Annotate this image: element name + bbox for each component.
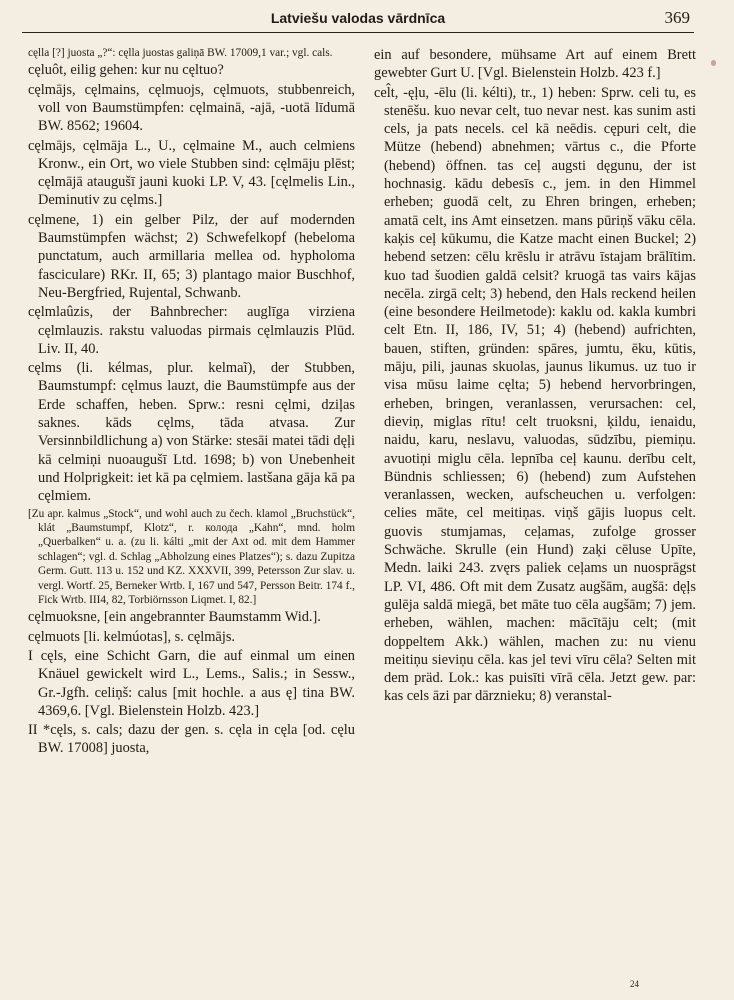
dictionary-entry: cęlla [?] juosta „?“: cęlla juostas galiņā BW. 17009,1 var.; vgl. cals. bbox=[28, 47, 333, 59]
dictionary-entry: cel̂t, -ęļu, -ēlu (li. kélti), tr., 1) heben: Sprw. celi tu, es stenēšu. kuo nevar celt, tuo nevar nest. kas sunim asti cels, ja pats necels. cel kā neēdis. cępuri celt, die Mütze (hebend) abnehmen; vārtus c., die Pforte (hebend) öffnen. tas ceļ augsti dęgunu, der ist hochnasig. kādu debesīs c., jem. in den Himmel erheben; guodā celt, zu Ehren bringen, erheben; amatā celt, ins Amt einsetzen. mans pūriņš vāku cēla. kaķis ceļ kūkumu, die Katze macht einen Buckel; 2) hebend setzen: cēlu krēslu ir atrāvu īstajam brālītim. kuo tad šuodien galdā celsit? kruogā tas vairs kājas necēla. zirgā celt; 3) hebend, den Hals reckend heilen (eine besondere Heilmetode): kaklu od. kakla kumbri celt Etn. II, 186, IV, 51; 4) (hebend) aufrichten, bauen, stiften, gründen: spāres, jumtu, ēku, kūtis, māju, pili, jaunas skuolas, jaunus likumus. uz tuo ir visa mūsu laime cęlta; 5) hebend hervorbringen, erheben, bringen, veranlassen, verursachen: cel, dieviņ, miglas rītu! celt truoksni, ķildu, ienaidu, naidu, karu, neslavu, valuodas, sūdzību, piemiņu. avuotiņi miglu cēla. lepnība ceļ kaunu. derību celt, Bündnis schliessen; 6) (hebend) zum Aufstehen veranlassen, wecken, aufscheuchen u. verfolgen: celies māte, cel meitiņas. viņš gājis luopus celt. guovis stumjamas, ceļamas, zufolge grosser Schwäche. Skrulle (ein Hund) zaķi cēluse Upīte, Medn. laiki 243. zvęrs paliek ceļams un nuosprāgst LP. VI, 486. Oft mit dem Zusatz augšām, augšā: dęļs gulēja saldā miegā, bet māte tuo cēla augšām; 7) jem. erheben, wählen, machen: mācītāju celt; (mit doppeltem Akk.) wählen, machen zu: nu vienu meitiņu sieviņu cēla. kas jel tevi vīru cēla? Selten mit dem präd. Lok.: kas puisīti vīrā cēla. Jetzt gew. par: kas cels āzi par dārznieku; 8) veranstal- bbox=[374, 84, 696, 705]
dictionary-entry: cęlmuoksne, [ein angebrannter Baumstamm Wid.]. bbox=[28, 609, 321, 626]
dictionary-entry: cęlmene, 1) ein gelber Pilz, der auf modernden Baumstümpfen wächst; 2) Schwefelkopf (hebeloma punctatum, auch armillaria mellea od. hypholoma fasciculare) RKr. II, 65; 3) plantago maior Buschhof, Neu-Bergfried, Rujental, Schwanb. bbox=[28, 211, 355, 301]
dictionary-entry: cęlms (li. kélmas, plur. kelmaĩ), der Stubben, Baumstumpf: cęlmus lauzt, die Baumstümpfe aus der Erde schaffen, heben. Sprw.: resni cęlmi, dziļas saknes. kāds cęlms, tāda atvasa. Zur Versinnbildlichung a) von Stärke: stesāi matei tādi dęļi kā celmiņi nuoaugušī Ltd. 1698; b) von Unebenheit und Holprigkeit: iet kā pa cęlmiem. lastšana gāja kā pa cęlmiem. bbox=[28, 360, 355, 505]
dictionary-entry: cęlmājs, cęlmāja L., U., cęlmaine M., auch celmiens Kronw., ein Ort, wo viele Stubben sind: cęlmāju plēst; cęlmājā ataugušī jauni kuoki LP. V, 43. [cęlmelis Lin., Deminutiv zu cęlms.] bbox=[28, 137, 355, 209]
left-column bbox=[28, 46, 355, 981]
dictionary-entry: cęlmuots [li. kelmúotas], s. cęlmājs. bbox=[28, 628, 236, 645]
dictionary-entry: cęluôt, eilig gehen: kur nu cęltuo? bbox=[28, 62, 224, 79]
dictionary-entry: cęlmājs, cęlmains, cęlmuojs, cęlmuots, stubbenreich, voll von Baumstümpfen: cęlmainā, -ajā, -uotā līdumā BW. 8562; 19604. bbox=[28, 81, 355, 135]
running-title: Latviešu valodas vārdnīca bbox=[270, 10, 446, 26]
page-number: 369 bbox=[664, 8, 690, 27]
right-column bbox=[374, 46, 696, 981]
page-header bbox=[22, 8, 694, 33]
signature-number: 24 bbox=[630, 979, 639, 989]
dictionary-entry: II *cęls, s. cals; dazu der gen. s. cęla in cęla [od. cęlu BW. 17008] juosta, bbox=[28, 722, 355, 757]
etymology-note: [Zu apr. kalmus „Stock“, und wohl auch zu čech. klamol „Bruchstück“, klát „Baumstumpf, Klotz“, r. колода „Kahn“, mnd. holm „Querbalken“ u. a. (zu li. kálti „mit der Axt od. mit dem Hammer schlagen“; vgl. d. Schlag „Abholzung eines Platzes“); s. dazu Zupitza Germ. Gutt. 113 u. 152 und KZ. XXXVII, 399, Petersson Zur slav. u. vergl. Wortf. 25, Berneker Wrtb. I, 167 und 547, Persson Beitr. 174 f., Fick Wrtb. III4, 82, Torbiörnsson Liqmet. I, 82.] bbox=[28, 507, 355, 606]
dictionary-entry-continuation: ein auf besondere, mühsame Art auf einem Brett gewebter Gurt U. [Vgl. Bielenstein Holzb. 423 f.] bbox=[374, 47, 696, 82]
dictionary-entry: cęlmlaûzis, der Bahnbrecher: auglīga virziena cęlmlauzis. rakstu valuodas pirmais cęlmlauzis Plūd. Liv. II, 40. bbox=[28, 304, 355, 357]
paper-stain-mark bbox=[711, 60, 716, 66]
dictionary-entry: I cęls, eine Schicht Garn, die auf einmal um einen Knäuel gewickelt wird L., Lems., Salis.; in Sessw., Gr.-Jgfh. celiņš: calus [mit hochle. a aus ę] tina BW. 4369,6. [Vgl. Bielenstein Holzb. 423.] bbox=[28, 647, 355, 719]
